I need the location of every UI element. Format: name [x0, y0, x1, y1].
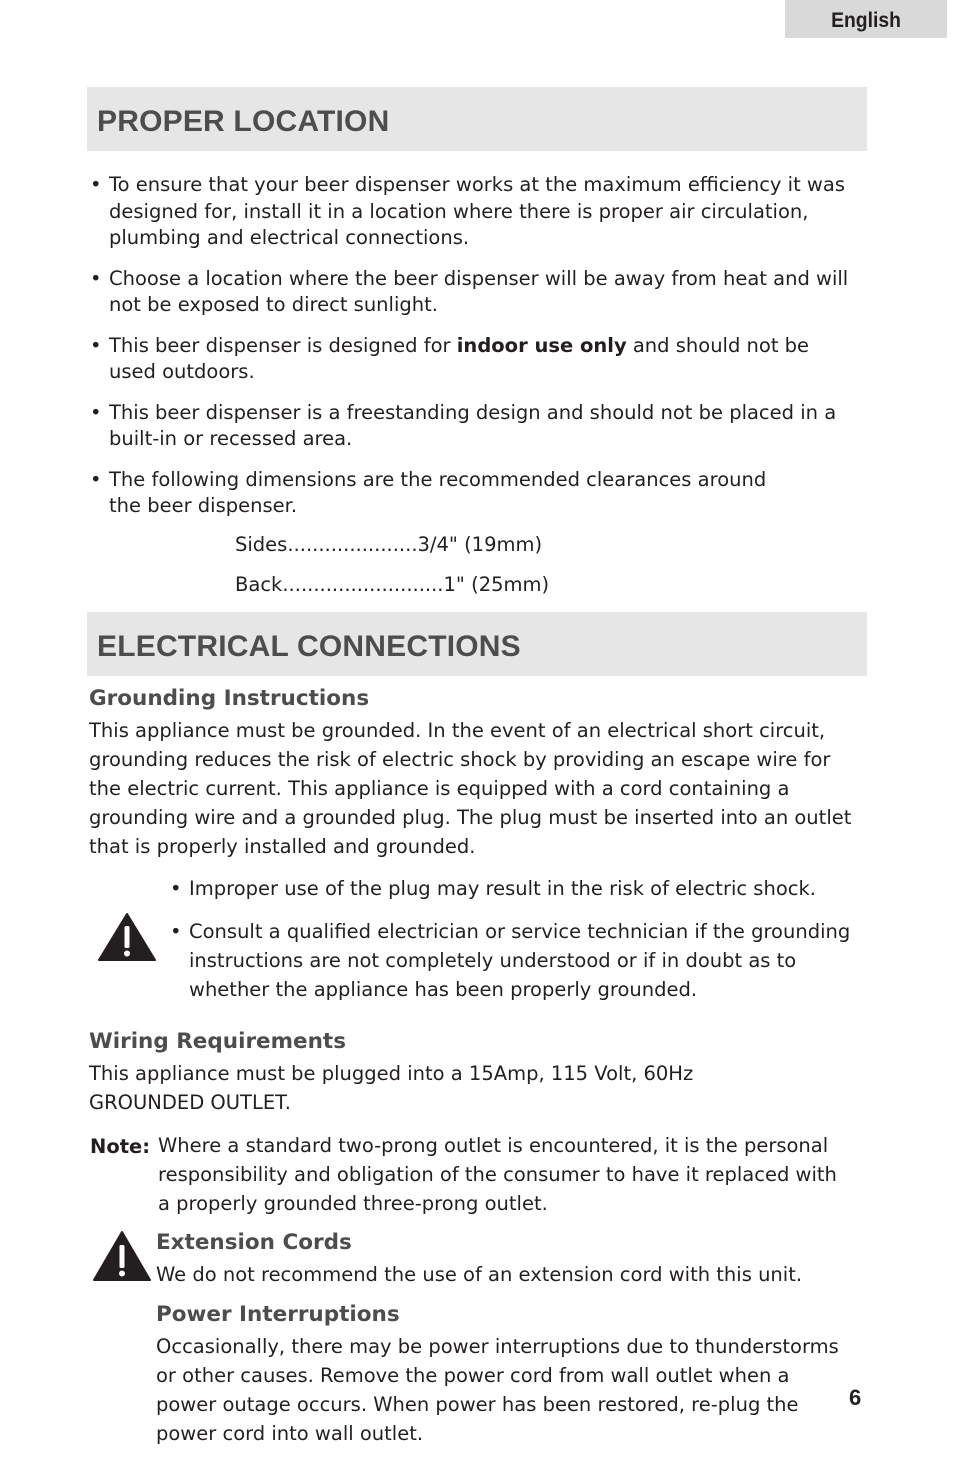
- clearance-back: [235, 572, 549, 598]
- proper-location-title: PROPER LOCATION: [97, 105, 390, 138]
- grounding-warning-item: [170, 917, 859, 1004]
- clearance-leader: ..........................: [282, 573, 444, 596]
- bullet-dot: •: [90, 266, 102, 290]
- language-tab: [785, 0, 947, 38]
- bullet-text: The following dimensions are the recommended clearances around the beer dispenser.: [109, 467, 767, 517]
- grounding-warning-item: [170, 874, 859, 903]
- extension-cords-heading: Extension Cords: [156, 1230, 352, 1255]
- proper-location-header: [87, 87, 867, 151]
- power-interruptions-heading: Power Interruptions: [156, 1302, 400, 1327]
- list-item: [90, 172, 850, 252]
- bullet-dot: •: [90, 333, 102, 357]
- list-item: [90, 400, 850, 453]
- extension-cords-body: We do not recommend the use of an extension cord with this unit.: [156, 1263, 803, 1286]
- wiring-body: This appliance must be plugged into a 15Amp, 115 Volt, 60Hz GROUNDED OUTLET.: [89, 1062, 694, 1114]
- list-item: [90, 333, 850, 386]
- grounding-heading: Grounding Instructions: [89, 686, 370, 711]
- bullet-dot: •: [170, 877, 182, 900]
- note-label: Note:: [90, 1135, 151, 1158]
- warning-text: Improper use of the plug may result in the risk of electric shock.: [189, 877, 816, 900]
- bullet-text-before: This beer dispenser is designed for: [109, 333, 457, 357]
- warning-text: Consult a qualified electrician or service technician if the grounding instructions are not completely understood or if in doubt as to whether the appliance has been properly grounded.: [189, 920, 851, 1001]
- language-label: English: [831, 8, 901, 32]
- clearance-label: Back: [235, 573, 283, 596]
- wiring-heading: Wiring Requirements: [89, 1029, 346, 1054]
- page-number: 6: [849, 1385, 862, 1410]
- bullet-text: Choose a location where the beer dispenser will be away from heat and will not be exposed to direct sunlight.: [109, 266, 849, 316]
- clearance-sides: [235, 532, 542, 558]
- bullet-dot: •: [90, 400, 102, 424]
- clearance-value: 3/4" (19mm): [417, 533, 543, 556]
- clearance-label: Sides: [235, 533, 288, 556]
- clearance-leader: .....................: [287, 533, 418, 556]
- electrical-connections-header: [87, 612, 867, 676]
- bullet-text: To ensure that your beer dispenser works at the maximum efficiency it was designed for, install it in a location where there is proper air circulation, plumbing and electrical connections.: [109, 173, 845, 249]
- list-item: [90, 467, 850, 520]
- bullet-emphasis: indoor use only: [456, 333, 627, 357]
- clearance-value: 1" (25mm): [443, 573, 550, 596]
- list-item: [90, 266, 850, 319]
- bullet-dot: •: [90, 173, 102, 196]
- power-interruptions-body: Occasionally, there may be power interruptions due to thunderstorms or other causes. Remove the power cord from wall outlet when a power outage occurs. When power has been restored, re-plug the power cord into wall outlet.: [156, 1335, 839, 1445]
- warning-triangle-icon: [97, 912, 157, 962]
- electrical-connections-title: ELECTRICAL CONNECTIONS: [97, 630, 521, 663]
- bullet-text: This beer dispenser is a freestanding design and should not be placed in a built-in or recessed area.: [109, 400, 837, 450]
- warning-triangle-icon: [92, 1230, 152, 1282]
- bullet-dot: •: [90, 467, 102, 491]
- grounding-body: This appliance must be grounded. In the event of an electrical short circuit, grounding reduces the risk of electric shock by providing an escape wire for the electric current. This appliance is equipped with a cord containing a grounding wire and a grounded plug. The plug must be inserted into an outlet that is properly installed and grounded.: [89, 719, 852, 858]
- note-text: Where a standard two-prong outlet is encountered, it is the personal responsibility and obligation of the consumer to have it replaced with a properly grounded three-prong outlet.: [158, 1134, 837, 1215]
- bullet-text-after: and should not be used outdoors.: [109, 333, 810, 383]
- proper-location-list: [90, 172, 850, 534]
- bullet-dot: •: [170, 920, 182, 943]
